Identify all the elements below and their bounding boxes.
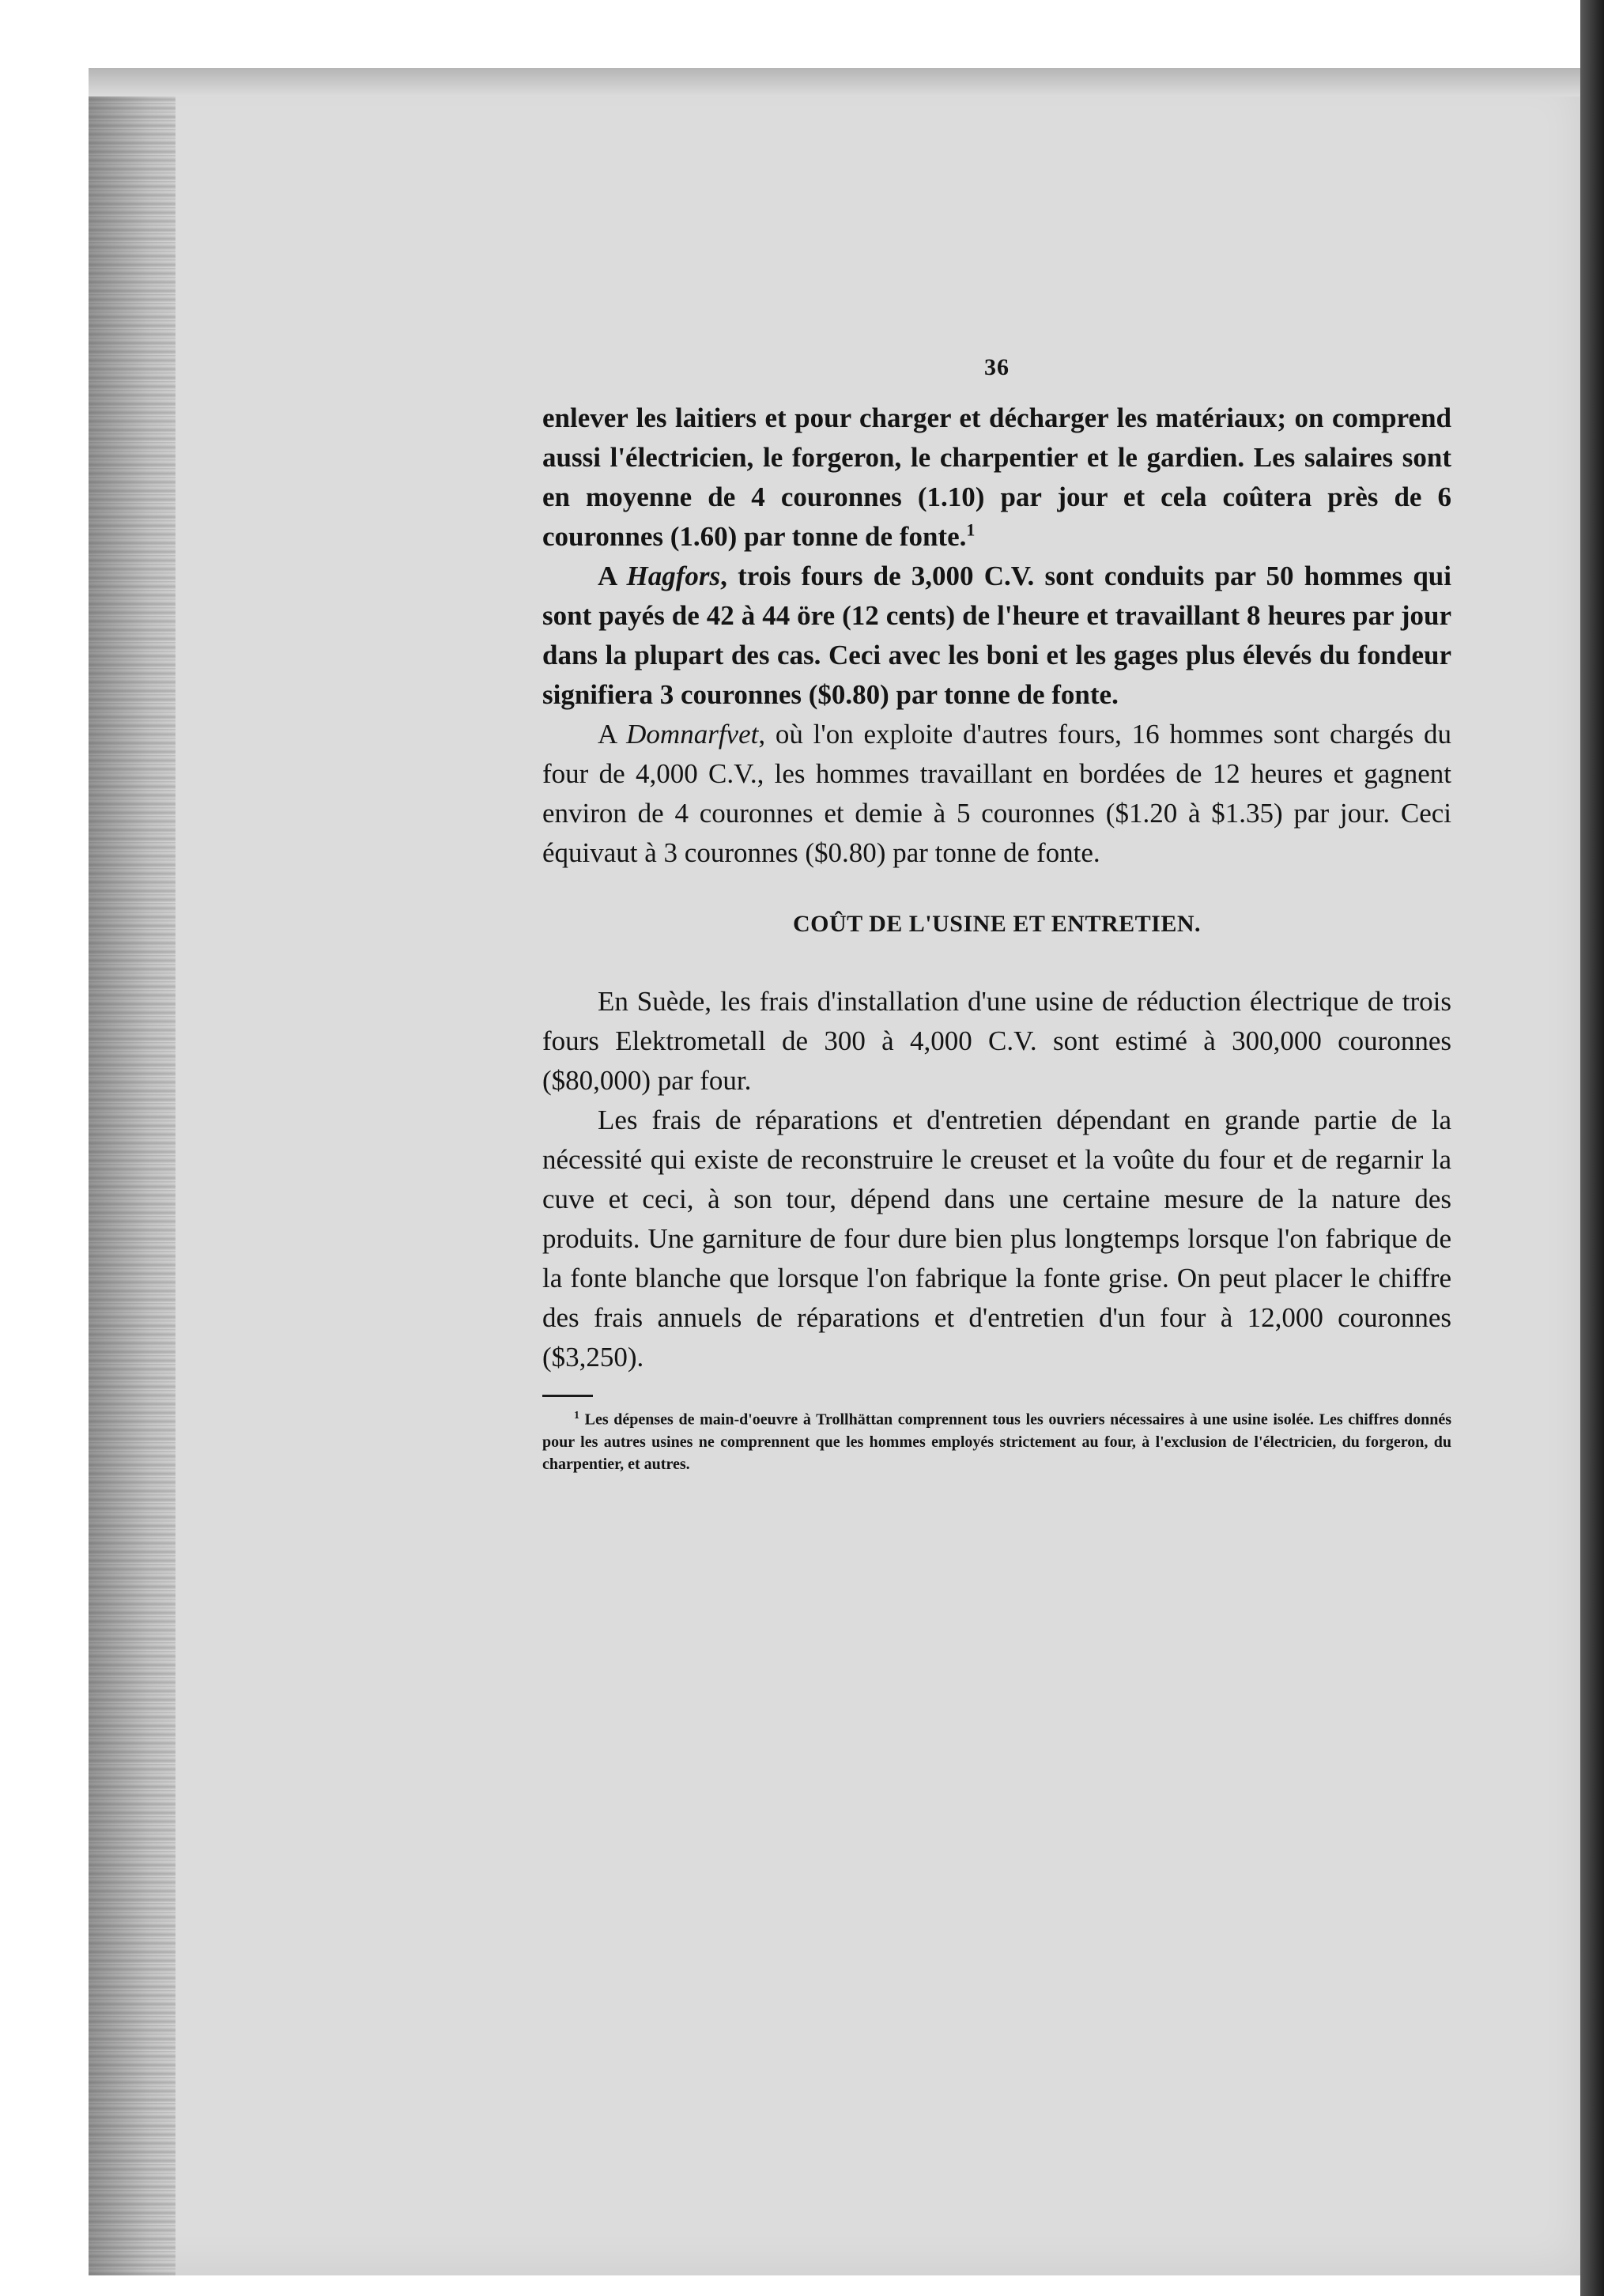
place-name-domnarfvet: Domnarfvet bbox=[626, 719, 759, 750]
paragraph-installation-cost: En Suède, les frais d'installation d'une usine de réduction électrique de trois fours Elektrometall de 300 à 4,000 C.V. sont estimé à 300,000 couronnes ($80,000) par four. bbox=[542, 986, 1451, 1096]
paragraph-labor-costs-text: enlever les laitiers et pour charger et décharger les matériaux; on comprend aussi l'électricien, le forgeron, le charpentier et le gardien. Les salaires sont en moyenne de 4 couronnes (1.10) par jour et cela coûtera près de 6 couronnes (1.60) par tonne de fonte. bbox=[542, 402, 1451, 552]
page-top-shadow bbox=[89, 68, 1587, 96]
page-number: 36 bbox=[984, 354, 1010, 380]
place-name-hagfors: Hagfors bbox=[626, 561, 721, 591]
paragraph-hagfors bbox=[542, 557, 1451, 715]
scanner-edge bbox=[1580, 0, 1604, 2296]
paragraph-hagfors-text: , trois fours de 3,000 C.V. sont conduits par 50 hommes qui sont payés de 42 à 44 öre (12 cents) de l'heure et travaillant 8 heures par jour dans la plupart des cas. Ceci avec les boni et les gages plus élevés du fondeur signifiera 3 couronnes ($0.80) par tonne de fonte. bbox=[542, 561, 1451, 710]
paragraph-labor-costs bbox=[542, 398, 1451, 557]
footnote-text: Les dépenses de main-d'oeuvre à Trollhättan comprennent tous les ouvriers nécessaires à une usine isolée. Les chiffres donnés pour les autres usines ne comprennent que les hommes employés strictement au four, à l'exclusion de l'électricien, du forgeron, du charpentier, et autres. bbox=[542, 1410, 1451, 1473]
paragraph-maintenance-cost: Les frais de réparations et d'entretien dépendant en grande partie de la nécessité qui existe de reconstruire le creuset et la voûte du four et de regarnir la cuve et ceci, à son tour, dépend dans une certaine mesure de la nature des produits. Une garniture de four dure bien plus longtemps lorsque l'on fabrique de la fonte blanche que lorsque l'on fabrique la fonte grise. On peut placer le chiffre des frais annuels de réparations et d'entretien d'un four à 12,000 couronnes ($3,250). bbox=[542, 1105, 1451, 1373]
paragraph-domnarfvet-lead: A bbox=[598, 719, 627, 750]
section-heading: COÛT DE L'USINE ET ENTRETIEN. bbox=[792, 911, 1202, 937]
footnote bbox=[542, 1405, 1451, 1475]
paragraph-domnarfvet bbox=[542, 715, 1451, 873]
page-content bbox=[542, 354, 1451, 1475]
page-binding-edge bbox=[89, 68, 175, 2275]
footnote-reference: 1 bbox=[966, 519, 976, 540]
footnote-mark: 1 bbox=[574, 1410, 579, 1422]
paragraph-hagfors-lead: A bbox=[598, 561, 627, 591]
paragraph-domnarfvet-text: , où l'on exploite d'autres fours, 16 hommes sont chargés du four de 4,000 C.V., les hommes travaillant en bordées de 12 heures et gagnent environ de 4 couronnes et demie à 5 couronnes ($1.20 à $1.35) par jour. Ceci équivaut à 3 couronnes ($0.80) par tonne de fonte. bbox=[542, 719, 1451, 868]
footnote-divider bbox=[542, 1395, 593, 1397]
